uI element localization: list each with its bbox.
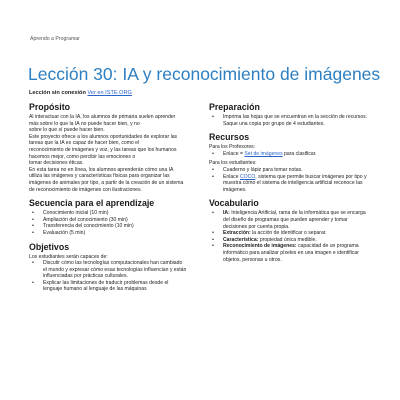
objetivo-line: Discutir cómo las tecnologías computacionales han cambiado bbox=[43, 260, 183, 267]
list-item bbox=[209, 237, 379, 244]
proposito-line: imágenes de animales por tipo, a partir de la creación de un sistema bbox=[29, 179, 184, 186]
list-item bbox=[29, 260, 193, 280]
recurso-line: Cuaderno y lápiz para tomar notas. bbox=[223, 166, 303, 173]
recursos-profesores-list bbox=[209, 151, 379, 158]
vocab-definition: objetos, personas u otros. bbox=[223, 256, 282, 263]
list-item bbox=[209, 151, 379, 158]
proposito-line: de reconocimiento de imágenes con ilustraciones. bbox=[29, 186, 142, 193]
objetivos-heading: Objetivos bbox=[29, 241, 70, 252]
proposito-line: En esta tarea no en línea, los alumnos aprenderán cómo una IA bbox=[29, 166, 174, 173]
proposito-line: reconocimiento de imágenes y voz, y las tareas que los humanos bbox=[29, 146, 177, 153]
vocab-definition: del diseño de programas que pueden aprender y tomar bbox=[223, 216, 348, 223]
vocab-definition: propiedad única medible. bbox=[258, 236, 317, 243]
list-item bbox=[209, 114, 379, 127]
vocab-definition: decisiones por cuenta propia. bbox=[223, 223, 290, 230]
proposito-line: sobre lo que sí puede hacer bien. bbox=[29, 127, 105, 134]
list-item bbox=[29, 280, 193, 293]
proposito-line: tareas que la IA es capaz de hacer bien, como el bbox=[29, 140, 140, 147]
recursos-estudiantes-label: Para los estudiantes: bbox=[209, 160, 257, 167]
left-column bbox=[29, 102, 193, 298]
proposito-heading: Propósito bbox=[29, 102, 71, 112]
preparacion-heading: Preparación bbox=[209, 102, 260, 112]
preparacion-section bbox=[209, 102, 379, 127]
vocab-term: Reconocimiento de imágenes: bbox=[223, 243, 297, 250]
proposito-line: Este proyecto ofrece a los alumnos oportunidades de explorar las bbox=[29, 133, 178, 140]
vocabulario-heading: Vocabulario bbox=[209, 198, 259, 209]
objetivo-line: Explicar las limitaciones de traducir problemas desde el bbox=[43, 279, 169, 286]
recurso-line: muestra cómo el sistema de inteligencia artificial reconoce las bbox=[223, 180, 363, 187]
right-column bbox=[209, 102, 379, 268]
vocab-definition: informático para analizar píxeles en una imagen e identificar bbox=[223, 249, 359, 256]
vocab-term: IA: bbox=[223, 210, 230, 217]
list-item: • Ampliación del conocimiento (30 min) bbox=[29, 217, 193, 224]
secuencia-heading: Secuencia para el aprendizaje bbox=[29, 198, 155, 209]
preparacion-line: Imprima las hojas que se encuentran en la sección de recursos. bbox=[223, 114, 368, 120]
recurso-prefix: Enlace bbox=[223, 173, 240, 180]
vocab-definition: Inteligencia Artificial, rama de la informática que se encarga bbox=[229, 210, 366, 217]
list-item bbox=[209, 230, 379, 237]
view-on-iste-link[interactable]: Ver en ISTE.ORG bbox=[87, 90, 132, 96]
vocab-term: Característica: bbox=[223, 236, 259, 243]
proposito-line: tomar decisiones éticas. bbox=[29, 160, 84, 167]
offline-label: Lección sin conexión bbox=[29, 90, 86, 96]
recursos-heading: Recursos bbox=[209, 132, 250, 143]
proposito-line: Al interactuar con la IA, los alumnos de primaria suelen aprender bbox=[29, 114, 176, 120]
objetivo-line: lenguaje humano al lenguaje de las máquinas bbox=[43, 286, 147, 293]
recursos-profesores-label: Para los Profesores: bbox=[209, 144, 256, 151]
list-item bbox=[209, 174, 379, 194]
recursos-estudiantes-list bbox=[209, 167, 379, 193]
course-label: Aprendo a Programar bbox=[30, 36, 80, 42]
recurso-line: , sistema que permite buscar imágenes por tipo y bbox=[255, 173, 367, 180]
image-set-link[interactable]: Set de imágenes bbox=[244, 150, 283, 157]
preparacion-line: Saque una copia por grupo de 4 estudiantes. bbox=[223, 120, 325, 127]
proposito-line: hacemos mejor, como percibir las emociones o bbox=[29, 153, 136, 160]
vocabulario-section bbox=[209, 198, 379, 263]
preparacion-list bbox=[209, 114, 379, 127]
list-item bbox=[209, 210, 379, 230]
objetivos-list bbox=[29, 260, 193, 293]
list-item bbox=[209, 167, 379, 174]
coco-link[interactable]: COCO bbox=[240, 173, 256, 180]
list-item: • Transferencia del conocimiento (10 min) bbox=[29, 223, 193, 230]
objetivos-intro: Los estudiantes serán capaces de: bbox=[29, 253, 108, 260]
secuencia-section bbox=[29, 198, 193, 236]
list-item: • Conocimiento inicial (10 min) bbox=[29, 210, 193, 217]
list-item bbox=[209, 243, 379, 263]
proposito-section bbox=[29, 102, 193, 193]
proposito-text bbox=[29, 114, 193, 193]
vocab-definition: la acción de identificar o separar. bbox=[250, 230, 327, 237]
offline-lesson-line bbox=[29, 90, 132, 96]
lesson-title: Lección 30: IA y reconocimiento de imágenes bbox=[28, 64, 381, 84]
list-item: • Evaluación (5 min) bbox=[29, 230, 193, 237]
proposito-line: más sobre lo que la IA no puede hacer bien, y no bbox=[29, 120, 140, 127]
objetivo-line: el mundo y expresar cómo esas tecnologías influencian y están bbox=[43, 266, 187, 273]
vocab-term: Extracción: bbox=[223, 230, 251, 237]
vocab-definition: capacidad de un programa bbox=[296, 243, 359, 250]
recurso-suffix: para clasificar. bbox=[282, 150, 317, 157]
recurso-line: imágenes. bbox=[223, 186, 247, 193]
objetivos-section bbox=[29, 242, 193, 294]
vocabulario-list bbox=[209, 210, 379, 263]
proposito-line: utiliza las imágenes y características físicas para organizar las bbox=[29, 173, 170, 180]
objetivo-line: influenciadas por prácticas culturales. bbox=[43, 273, 128, 280]
secuencia-list bbox=[29, 210, 193, 236]
recurso-prefix: Enlace = bbox=[223, 150, 245, 157]
recursos-section bbox=[209, 132, 379, 193]
